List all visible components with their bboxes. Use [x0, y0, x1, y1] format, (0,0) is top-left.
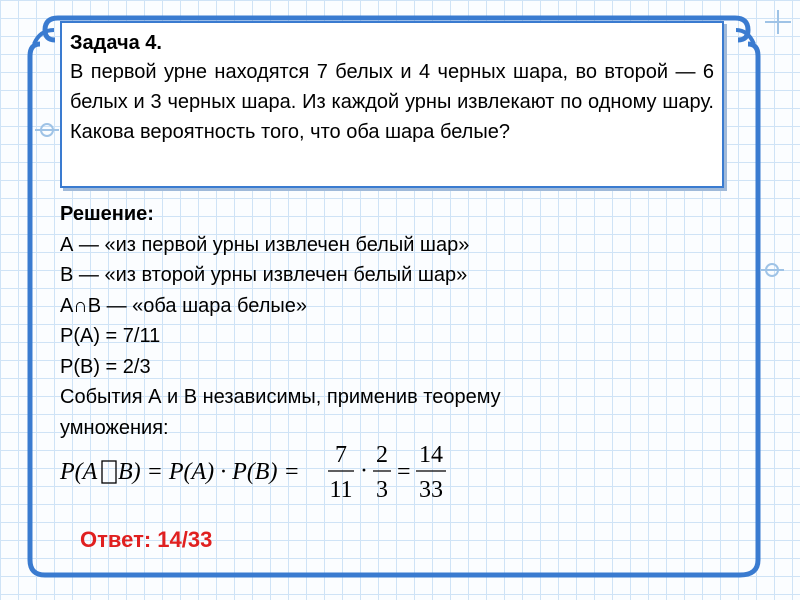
solution-line: А∩В — «оба шара белые»: [60, 294, 308, 317]
solution-block: [60, 199, 720, 443]
fraction-numerator: 2: [376, 442, 388, 468]
fraction-denominator: 11: [329, 477, 353, 502]
solution-line: События А и В независимы, применив теорему: [60, 386, 501, 408]
fraction-numerator: 14: [419, 442, 443, 468]
solution-line: В — «из второй урны извлечен белый шар»: [60, 264, 468, 286]
fraction-denominator: 3: [376, 477, 388, 502]
task-text: В первой урне находятся 7 белых и 4 черных шара, во второй — 6 белых и 3 черных шара. Из каждой урны извлекают по одному шару. Какова вероятность того, что оба шара белые?: [70, 61, 714, 143]
answer-text: Ответ: 14/33: [80, 527, 213, 552]
intersection-symbol-box: [102, 461, 116, 483]
multiplication-formula: [58, 438, 458, 502]
solution-line: умножения:: [60, 416, 169, 439]
formula-lhs-part: P(A: [60, 459, 98, 485]
task-title: Задача 4.: [70, 32, 162, 54]
fraction-numerator: 7: [335, 442, 347, 468]
multiply-dot: ·: [360, 458, 368, 484]
solution-line: А — «из первой урны извлечен белый шар»: [60, 233, 470, 256]
task-box: [60, 21, 724, 188]
solution-title: Решение:: [60, 203, 154, 225]
fraction-denominator: 33: [419, 477, 443, 502]
formula-rhs-part: B) = P(A) · P(B) =: [118, 459, 300, 485]
equals-sign: =: [397, 459, 411, 485]
solution-line: P(A) = 7/11: [60, 325, 161, 347]
solution-line: P(B) = 2/3: [60, 355, 151, 378]
